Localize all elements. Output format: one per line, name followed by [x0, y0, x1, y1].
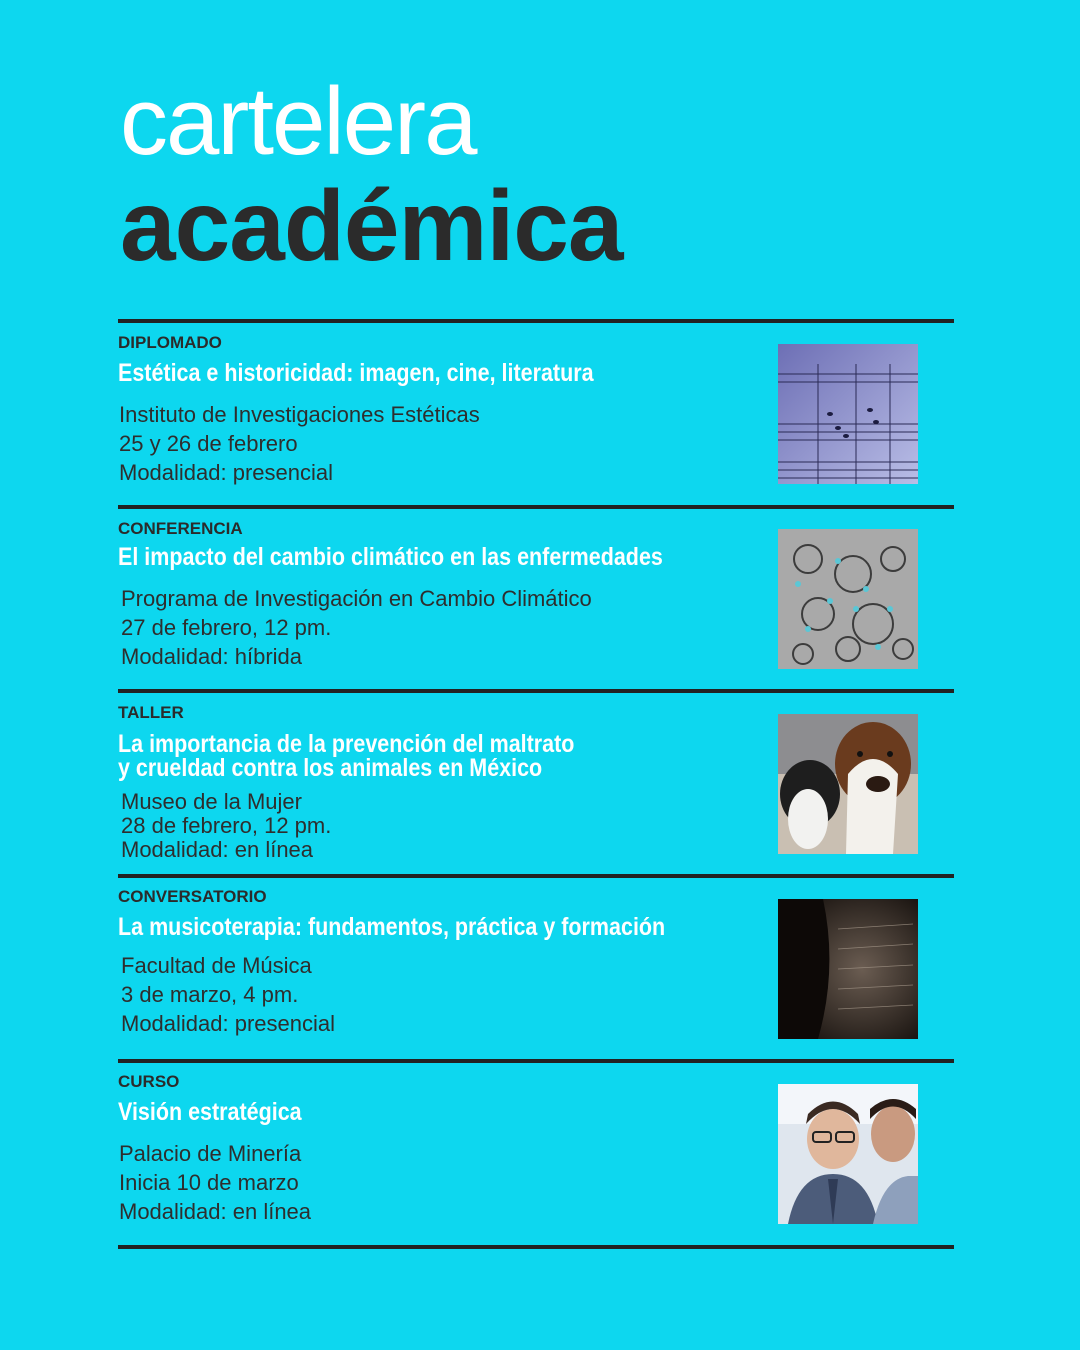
event-taller	[118, 703, 954, 863]
microscope-cells-image	[778, 529, 918, 669]
event-title: La musicoterapia: fundamentos, práctica y formación	[118, 913, 666, 941]
event-date: 27 de febrero, 12 pm.	[121, 615, 332, 640]
event-mode: Modalidad: en línea	[119, 1199, 312, 1224]
event-mode: Modalidad: híbrida	[121, 644, 303, 669]
event-mode: Modalidad: presencial	[121, 1011, 336, 1036]
event-conferencia	[118, 519, 954, 679]
event-category: DIPLOMADO	[118, 333, 222, 352]
event-mode: Modalidad: presencial	[119, 460, 334, 485]
business-people-image	[778, 1084, 918, 1224]
event-title-line2: y crueldad contra los animales en México	[118, 754, 543, 782]
event-details	[119, 400, 480, 487]
event-category: CONVERSATORIO	[118, 887, 267, 906]
title-academica: académica	[120, 170, 623, 282]
event-conversatorio	[118, 887, 954, 1047]
sheet-music-dark-image	[778, 899, 918, 1039]
divider	[118, 689, 954, 693]
event-date: 28 de febrero, 12 pm.	[121, 813, 332, 838]
music-score-image	[778, 344, 918, 484]
divider	[118, 874, 954, 878]
cat-and-dog-image	[778, 714, 918, 854]
event-date: Inicia 10 de marzo	[119, 1170, 299, 1195]
event-title: Estética e historicidad: imagen, cine, literatura	[118, 359, 594, 387]
event-details	[121, 584, 592, 671]
event-category: CONFERENCIA	[118, 519, 243, 538]
event-venue: Programa de Investigación en Cambio Climático	[121, 586, 592, 611]
event-date: 3 de marzo, 4 pm.	[121, 982, 299, 1007]
event-date: 25 y 26 de febrero	[119, 431, 298, 456]
event-details	[121, 951, 335, 1038]
divider	[118, 1059, 954, 1063]
divider	[118, 505, 954, 509]
divider	[118, 319, 954, 323]
title-cartelera: cartelera	[120, 68, 476, 175]
event-details	[121, 790, 331, 862]
event-venue: Instituto de Investigaciones Estéticas	[119, 402, 480, 427]
event-category: CURSO	[118, 1072, 180, 1091]
event-category: TALLER	[118, 703, 184, 722]
event-title: Visión estratégica	[118, 1098, 302, 1126]
event-venue: Facultad de Música	[121, 953, 312, 978]
event-venue: Palacio de Minería	[119, 1141, 302, 1166]
event-title-line1: La importancia de la prevención del maltrato	[118, 730, 575, 758]
event-details	[119, 1139, 311, 1226]
event-venue: Museo de la Mujer	[121, 789, 302, 814]
divider	[118, 1245, 954, 1249]
event-curso	[118, 1072, 954, 1232]
event-title: El impacto del cambio climático en las enfermedades	[118, 543, 663, 571]
event-mode: Modalidad: en línea	[121, 837, 314, 862]
event-diplomado	[118, 333, 954, 493]
